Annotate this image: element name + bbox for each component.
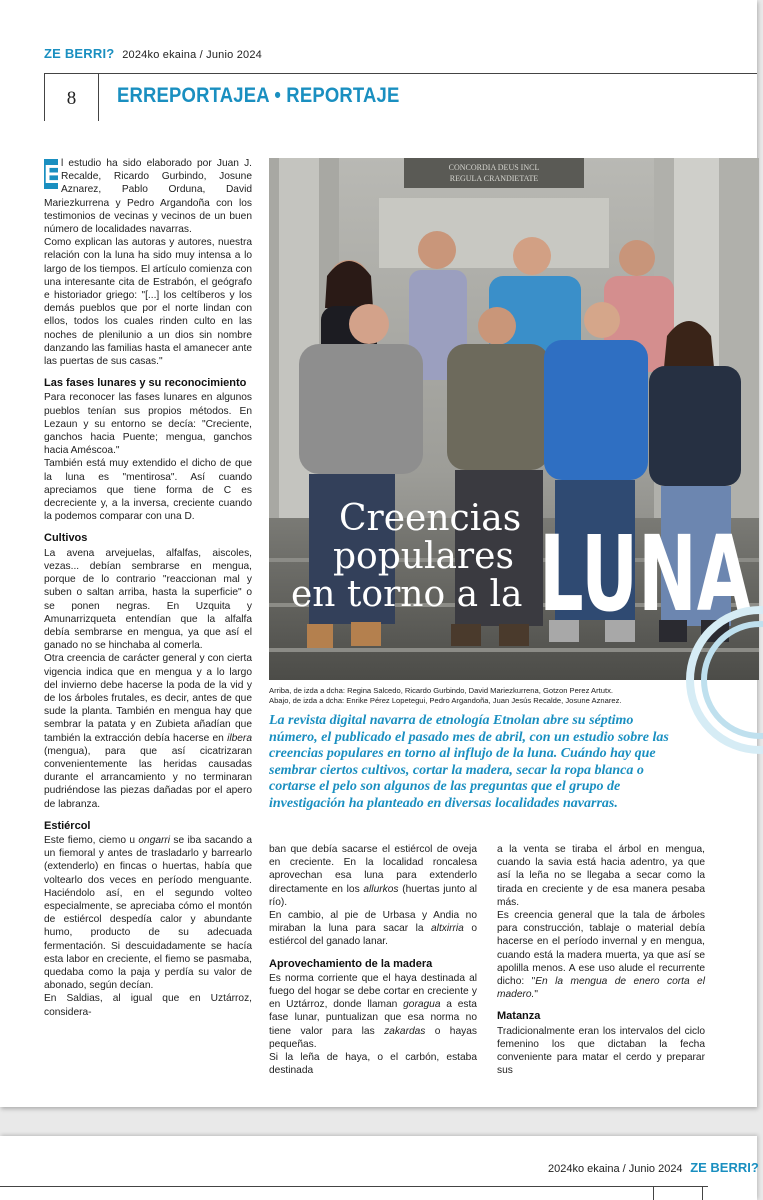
paragraph: Para reconocer las fases lunares en algunos pueblos tenían sus propios métodos. En Lezaun y su entorno se decía: "Creciente, ganchos hacia Puente; mengua, ganchos hacia Améscoa." (44, 392, 252, 457)
subheading-cultivos: Cultivos (44, 532, 88, 545)
plaque-text-2: REGULA CRANDIETATE (449, 174, 539, 183)
footer-brand (548, 1160, 759, 1175)
caption-line-1: Arriba, de izda a dcha: Regina Salcedo, Ricardo Gurbindo, David Mariezkurrena, Gotzon Perez Artutx. (269, 686, 614, 695)
footer-brand-name: ZE BERRI? (690, 1160, 759, 1175)
text-column-2 (269, 843, 477, 1077)
paragraph: En cambio, al pie de Urbasa y Andia no miraban la luna para sacar la altxirria o estiércol del ganado lanar. (269, 910, 477, 948)
page-number: 8 (66, 88, 77, 109)
lead-paragraph: La revista digital navarra de etnología Etnolan abre su séptimo número, el publicado el pasado mes de abril, con un estudio sobre las creencias populares en torno al influjo de la luna. Cuándo hay que sembrar ciertos cultivos, cortar la madera, secar la ropa blanca o cortarse el pelo son algunos de las preguntas que el grupo de investigación ha planteado en diversas localidades navarras. (269, 713, 669, 811)
title-luna: LUNA (539, 513, 751, 635)
paragraph: Tradicionalmente eran los intervalos del ciclo femenino los que dictaban la fecha conveniente para matar el cerdo y preparar sus (497, 1025, 705, 1077)
section-title: ERREPORTAJEA • REPORTAJE (117, 84, 400, 107)
paragraph: La avena arvejuelas, alfalfas, aiscoles, vezas... debían sembrarse en mengua, porque de lo contrario "reaccionan mal y suben o saltan arriba, hasta la superficie" o se ponen negras. En Uzquita y Amunarrizqueta entendían que la alfalfa debía sembrarse en mengua, ya que así el ganado no se hinchaba al comerla. (44, 547, 252, 652)
paragraph: Otra creencia de carácter general y con cierta vigencia indica que en mengua y a lo largo del invierno debe hacerse la poda de la vid y de los árboles frutales, es decir, antes de que sude la planta. También en mengua hay que sembrar la patata y en Zubieta añadían que también la extracción debía hacerse en ilbera (mengua), para que así cicatrizaran convenientemente las heridas causadas durante el arrancamiento y no terminaran pudriéndose las piezas dañadas por el apero de labranza. (44, 653, 252, 810)
paragraph: Es creencia general que la tala de árboles para construcción, tablaje o material debía hacerse en el período invernal y en mengua, cuando está la madera muerta, ya que así se apolilla menos. A ese uso alude el recurrente dicho: "En la mengua de enero corta el madero." (497, 910, 705, 1001)
footer-page-box (653, 1186, 703, 1200)
footer-date: 2024ko ekaina / Junio 2024 (548, 1163, 683, 1175)
header-rule (44, 73, 757, 74)
paragraph: Si la leña de haya, o el carbón, estaba destinada (269, 1052, 477, 1077)
brand-name: ZE BERRI? (44, 46, 115, 61)
title-line-3: en torno a la (291, 574, 523, 615)
photo-caption (269, 686, 759, 706)
paragraph-intro: E l estudio ha sido elaborado por Juan J. Recalde, Ricardo Gurbindo, Josune Aznarez, Pablo Orduna, David Mariezkurrena y Pedro Argandoña con los testimonios de vecinas y vecinos de un buen número de localidades navarras. (44, 158, 252, 236)
caption-line-2: Abajo, de izda a dcha: Enrike Pérez Lopetegui, Pedro Argandoña, Juan Jesús Recalde, Josune Aznarez. (269, 696, 622, 705)
header-date: 2024ko ekaina / Junio 2024 (122, 49, 262, 61)
paragraph: Como explican las autoras y autores, nuestra relación con la luna ha sido muy intensa a lo largo de los tiempos. El artículo comienza con una interesante cita de Estrabón, el geógrafo e historiador griego: "[...] los celtíberos y los demás pueblos que por el norte lindan con ellos, todos los cuales rinden culto en las noches de plenilunio a un dios sin nombre danzando las familias hasta el amanecer ante las puertas de sus casas." (44, 237, 252, 368)
subheading-fases: Las fases lunares y su reconocimiento (44, 377, 247, 390)
subheading-madera: Aprovechamiento de la madera (269, 957, 433, 970)
paragraph: ban que debía sacarse el estiércol de oveja en creciente. En la localidad roncalesa aprovechan esa luna para extenderlo directamente en los allurkos (huertas junto al río). (269, 844, 477, 908)
subheading-estiercol: Estiércol (44, 819, 91, 832)
paragraph: En Saldias, al igual que en Uztárroz, considera- (44, 993, 252, 1018)
title-line-2: populares (333, 536, 514, 577)
paragraph: Este fiemo, ciemo u ongarri se iba sacando a un fiemoral y antes de trasladarlo y barrearlo (extenderlo) en fincas o huertas, había que voltearlo dos veces en período menguante. Haciéndolo así, en el segundo volteo especialmente, se apreciaba cómo el montón de estiércol despedía calor y abundante humo, producto de su adecuada fermentación. Si descuidadamente se hacía esta labor en creciente, el fiemo se pasmaba, quedaba como la paja y perdía su valor de abonado, según decían. (44, 834, 252, 992)
title-line-1: Creencias (339, 498, 522, 539)
paragraph: Es norma corriente que el haya destinada al fuego del hogar se debe cortar en creciente y en Uztárroz, donde llaman goragua a esta fase lunar, puntualizan que esa norma no tiene valor para las zakardas o hayas pequeñas. (269, 972, 477, 1050)
plaque-text-1: CONCORDIA DEUS INCL (448, 163, 540, 172)
drop-cap: E (44, 159, 62, 189)
footer-rule (0, 1186, 708, 1187)
subheading-matanza: Matanza (497, 1010, 541, 1023)
text-column-1 (44, 157, 252, 1019)
paragraph: También está muy extendido el dicho de que la luna es "mentirosa". Así cuando apreciamos que tiene forma de C es decreciente y, a la inversa, creciente cuando la podemos comparar con una D. (44, 458, 252, 523)
paragraph: a la venta se tiraba el árbol en mengua, cuando la savia está hacia adentro, ya que así la leña no se llegaba a secar como la tirada en creciente y de esa manera pesaba más. (497, 844, 705, 908)
header-brand (44, 46, 262, 61)
text-column-3 (497, 843, 705, 1077)
